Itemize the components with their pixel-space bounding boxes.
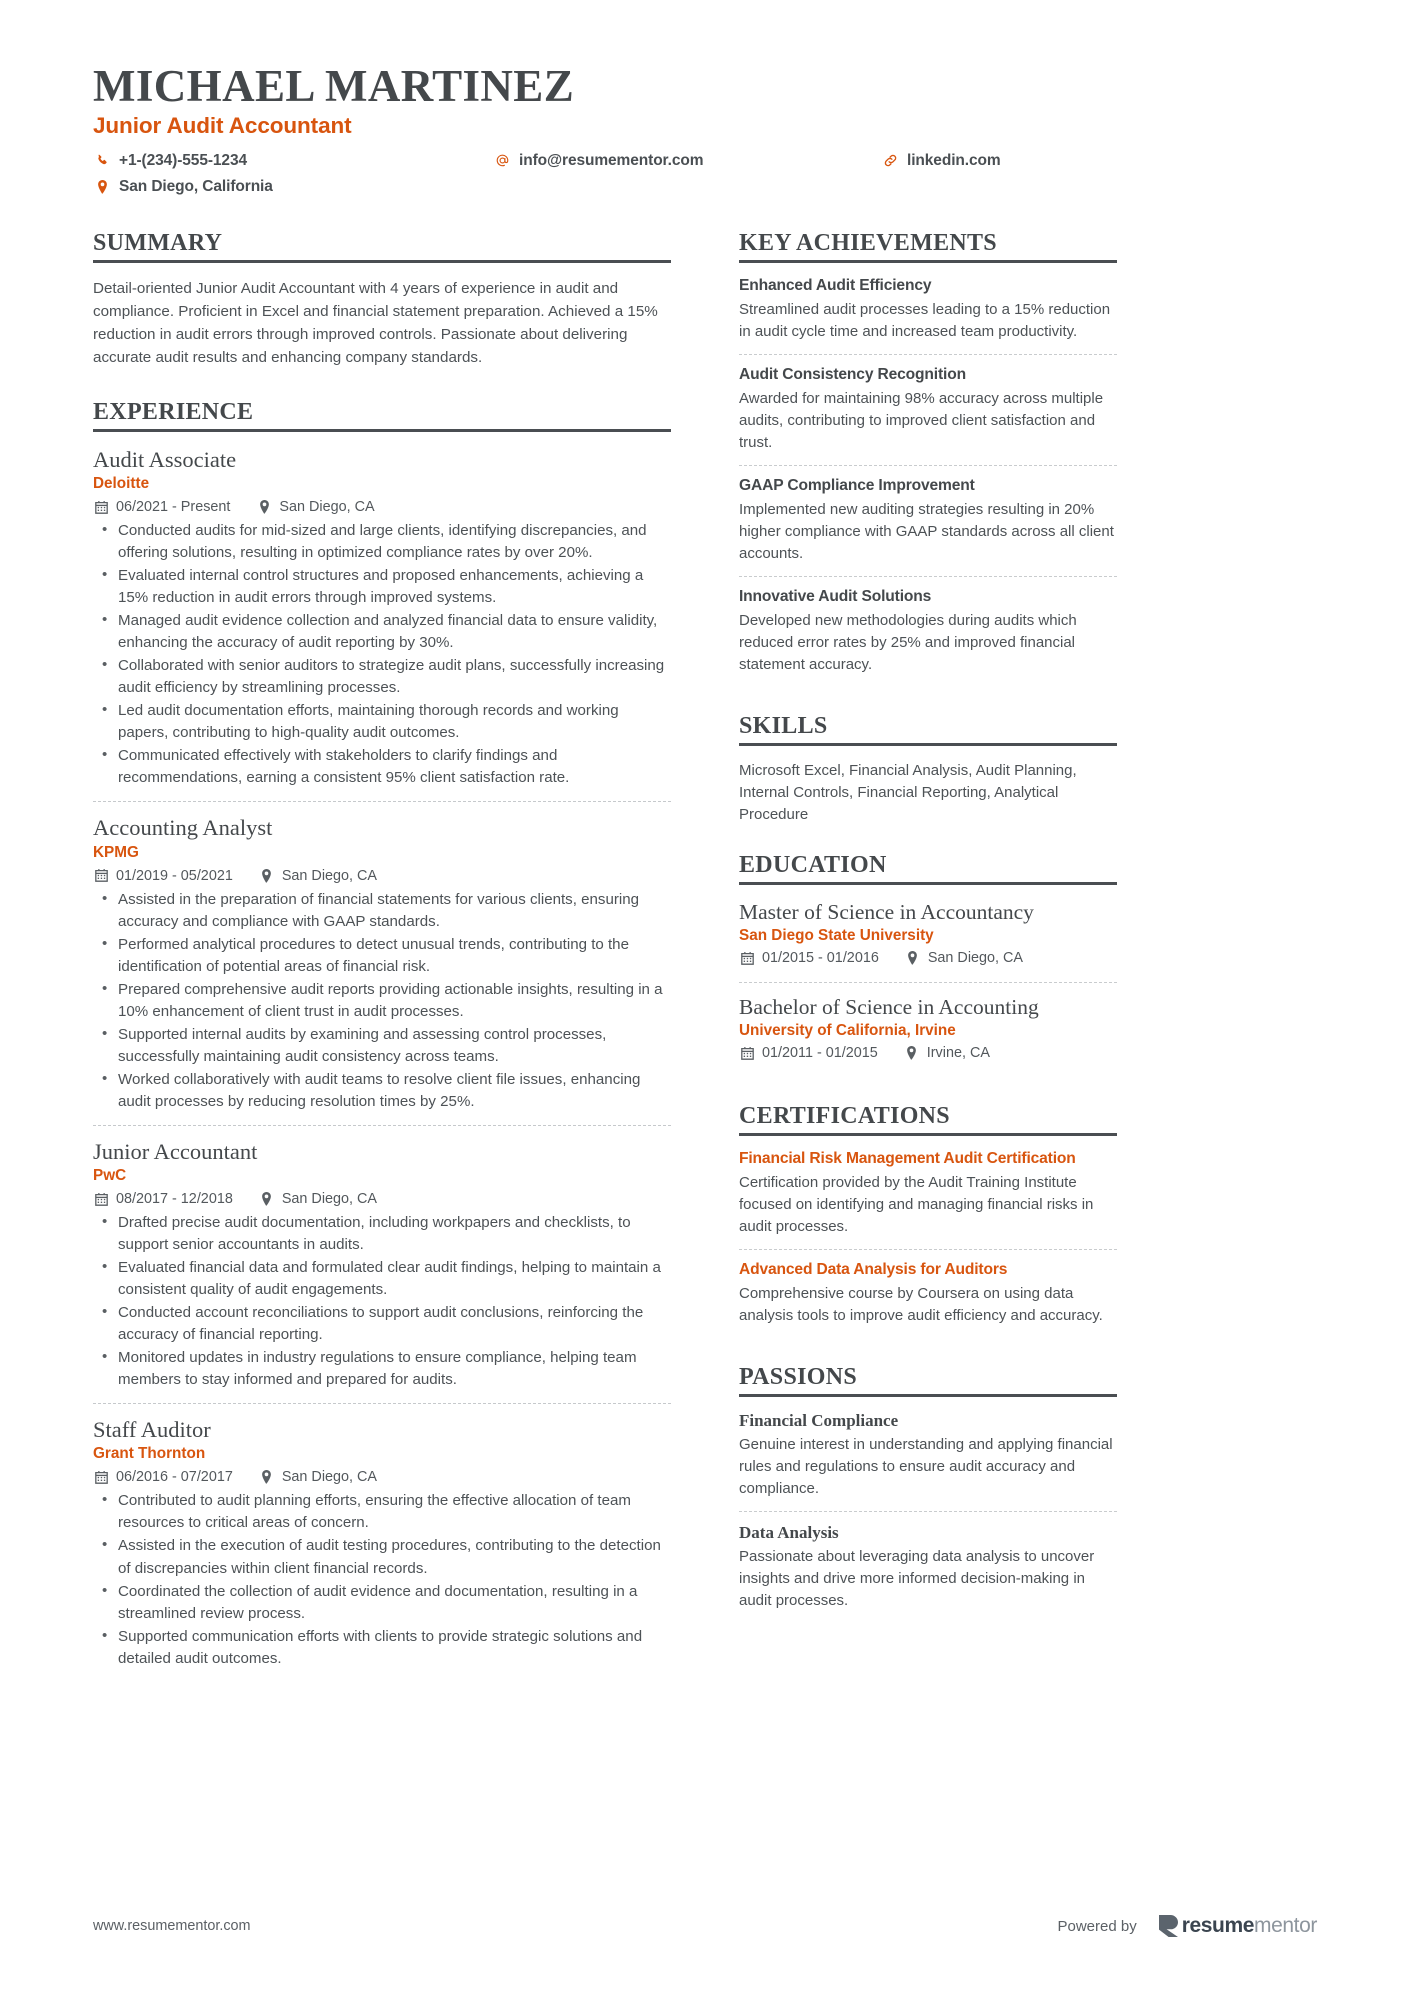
key-achievements-heading: KEY ACHIEVEMENTS: [739, 230, 1117, 263]
job-location: [259, 1469, 377, 1485]
job-location: [256, 499, 374, 515]
job-dates-text: 06/2021 - Present: [116, 499, 231, 516]
job-bullet: • Supported internal audits by examining and assessing control processes, successfully maintaining audit consistency across teams.: [93, 1024, 671, 1068]
experience-entry: [93, 801, 671, 1124]
experience-heading: EXPERIENCE: [93, 399, 671, 432]
job-bullets: [93, 1490, 671, 1669]
right-column: [739, 230, 1117, 1624]
location-pin-icon: [259, 1470, 275, 1485]
link-chain-icon: [881, 153, 900, 169]
job-bullet: • Conducted account reconciliations to support audit conclusions, reinforcing the accuracy of financial reporting.: [93, 1302, 671, 1346]
section-summary: [93, 230, 671, 369]
calendar-icon: [739, 1046, 755, 1061]
job-dates: [93, 1191, 233, 1207]
location-pin-icon: [905, 951, 921, 966]
achievement-title: Enhanced Audit Efficiency: [739, 276, 932, 294]
contact-email[interactable]: [493, 148, 881, 174]
job-bullet: • Led audit documentation efforts, maintaining thorough records and working papers, contributing to high-quality audit outcomes.: [93, 700, 671, 744]
resumementor-mark-icon: [1159, 1915, 1178, 1937]
certification-title: Advanced Data Analysis for Auditors: [739, 1261, 1008, 1279]
passion-text: Genuine interest in understanding and applying financial rules and regulations to ensure audit accuracy and compliance.: [739, 1436, 1113, 1498]
summary-heading: SUMMARY: [93, 230, 671, 263]
job-bullet: • Worked collaboratively with audit teams to resolve client file issues, enhancing audit processes by reducing resolution times by 25%.: [93, 1069, 671, 1113]
education-meta: [739, 950, 1117, 966]
certification-title: Financial Risk Management Audit Certification: [739, 1150, 1076, 1167]
passion-item: [739, 1411, 1117, 1511]
job-bullet: • Assisted in the execution of audit testing procedures, contributing to the detection of discrepancies within client financial records.: [93, 1535, 671, 1579]
education-dates-text: 01/2015 - 01/2016: [762, 950, 879, 967]
education-item: [739, 899, 1117, 982]
achievement-text: Streamlined audit processes leading to a 15% reduction in audit cycle time and increased team productivity.: [739, 300, 1111, 340]
brand-light-text: mentor: [1254, 1914, 1317, 1937]
job-company: KPMG: [93, 843, 139, 861]
passion-item: [739, 1511, 1117, 1623]
education-location-text: Irvine, CA: [926, 1045, 990, 1061]
education-school: San Diego State University: [739, 927, 934, 945]
achievement-item: [739, 576, 1117, 687]
job-bullet: • Coordinated the collection of audit evidence and documentation, resulting in a streamlined review process.: [93, 1581, 671, 1625]
achievement-title: Innovative Audit Solutions: [739, 587, 932, 605]
experience-entry: [93, 446, 671, 802]
location-pin-icon: [904, 1046, 920, 1061]
achievement-text: Implemented new auditing strategies resulting in 20% higher compliance with GAAP standards across all client accounts.: [739, 500, 1114, 562]
passions-heading: PASSIONS: [739, 1364, 1117, 1397]
job-location: [259, 868, 377, 884]
section-certifications: [739, 1103, 1117, 1338]
left-column: [93, 230, 671, 1682]
job-location: [259, 1191, 377, 1207]
achievement-item: [739, 277, 1117, 354]
contact-info: [93, 148, 1317, 200]
job-meta: [93, 499, 671, 515]
job-bullet: • Evaluated financial data and formulated clear audit findings, helping to maintain a consistent quality of audit engagements.: [93, 1257, 671, 1301]
section-skills: [739, 713, 1117, 826]
section-experience: [93, 399, 671, 1682]
job-dates-text: 08/2017 - 12/2018: [116, 1191, 233, 1208]
calendar-icon: [93, 1192, 109, 1207]
job-company: Deloitte: [93, 475, 150, 493]
calendar-icon: [93, 868, 109, 883]
contact-phone[interactable]: [93, 148, 493, 174]
location-pin-icon: [256, 500, 272, 515]
job-dates: [93, 868, 233, 884]
job-bullet: • Monitored updates in industry regulations to ensure compliance, helping team members to stay informed and prepared for audits.: [93, 1347, 671, 1391]
education-dates: [739, 950, 879, 966]
certification-text: Certification provided by the Audit Training Institute focused on identifying and managing financial risks in audit processes.: [739, 1174, 1094, 1236]
education-heading: EDUCATION: [739, 852, 1117, 885]
job-bullet: • Contributed to audit planning efforts, ensuring the effective allocation of team resources to critical areas of concern.: [93, 1490, 671, 1534]
footer-url[interactable]: www.resumementor.com: [93, 1918, 251, 1934]
contact-email-text: info@resumementor.com: [519, 151, 704, 169]
skills-heading: SKILLS: [739, 713, 1117, 746]
at-email-icon: [493, 153, 512, 169]
location-pin-icon: [93, 179, 112, 195]
job-dates: [93, 1469, 233, 1485]
job-role: Staff Auditor: [93, 1417, 211, 1443]
achievement-item: [739, 465, 1117, 576]
job-bullets: [93, 520, 671, 789]
resumementor-logo: [1159, 1914, 1317, 1938]
contact-location: [93, 174, 493, 200]
job-role: Junior Accountant: [93, 1138, 258, 1164]
job-bullet: • Performed analytical procedures to detect unusual trends, contributing to the identification of potential areas of financial risk.: [93, 934, 671, 978]
job-dates: [93, 499, 230, 515]
job-bullet: • Drafted precise audit documentation, including workpapers and checklists, to support senior accountants in audits.: [93, 1212, 671, 1256]
education-dates: [739, 1045, 878, 1061]
job-meta: [93, 1469, 671, 1485]
calendar-icon: [93, 500, 109, 515]
location-pin-icon: [259, 1192, 275, 1207]
summary-text: Detail-oriented Junior Audit Accountant with 4 years of experience in audit and compliance. Proficient in Excel and financial statement preparation. Achieved a 15% reduction in audit errors through improved controls. Passionate about delivering accurate audit results and enhancing company standards.: [93, 279, 658, 366]
certification-item: [739, 1150, 1117, 1249]
achievement-title: Audit Consistency Recognition: [739, 365, 966, 383]
contact-location-text: San Diego, California: [119, 177, 273, 195]
job-location-text: San Diego, CA: [281, 867, 378, 884]
certification-item: [739, 1249, 1117, 1338]
achievement-text: Awarded for maintaining 98% accuracy across multiple audits, contributing to improved client satisfaction and trust.: [739, 389, 1104, 451]
education-location-text: San Diego, CA: [927, 950, 1024, 967]
achievement-item: [739, 354, 1117, 465]
job-location-text: San Diego, CA: [281, 1469, 378, 1486]
passion-title: Financial Compliance: [739, 1411, 899, 1431]
certifications-heading: CERTIFICATIONS: [739, 1103, 1117, 1136]
resume-body: [93, 230, 1317, 1682]
footer-branding: [1058, 1914, 1318, 1938]
brand-bold-text: resume: [1181, 1914, 1255, 1937]
job-location-text: San Diego, CA: [279, 499, 375, 516]
job-dates-text: 06/2016 - 07/2017: [116, 1469, 233, 1486]
job-bullet: • Assisted in the preparation of financial statements for various clients, ensuring accuracy and compliance with GAAP standards.: [93, 889, 671, 933]
achievement-text: Developed new methodologies during audits which reduced error rates by 25% and improved financial statement accuracy.: [739, 611, 1077, 674]
section-passions: [739, 1364, 1117, 1623]
passion-title: Data Analysis: [739, 1523, 839, 1543]
candidate-job-title: Junior Audit Accountant: [93, 112, 352, 138]
job-role: Audit Associate: [93, 446, 237, 472]
job-bullet: • Prepared comprehensive audit reports providing actionable insights, resulting in a 10% enhancement of client trust in audit processes.: [93, 979, 671, 1023]
experience-entry: [93, 1125, 671, 1403]
job-bullet: • Managed audit evidence collection and analyzed financial data to ensure validity, enhancing the accuracy of audit reporting by 30%.: [93, 610, 671, 654]
education-meta: [739, 1045, 1117, 1061]
job-role: Accounting Analyst: [93, 815, 273, 841]
education-location: [904, 1045, 990, 1061]
job-dates-text: 01/2019 - 05/2021: [116, 867, 233, 884]
section-education: [739, 852, 1117, 1077]
education-item: [739, 982, 1117, 1077]
certification-text: Comprehensive course by Coursera on using data analysis tools to improve audit efficiency and accuracy.: [739, 1285, 1103, 1325]
page-footer: [93, 1914, 1317, 1938]
skills-text: Microsoft Excel, Financial Analysis, Audit Planning, Internal Controls, Financial Reporting, Analytical Procedure: [739, 762, 1077, 824]
calendar-icon: [739, 951, 755, 966]
education-location: [905, 950, 1023, 966]
passion-text: Passionate about leveraging data analysis to uncover insights and drive more informed decision-making in audit processes.: [739, 1548, 1095, 1610]
achievement-title: GAAP Compliance Improvement: [739, 476, 975, 494]
phone-icon: [93, 153, 112, 169]
job-bullets: [93, 889, 671, 1113]
contact-phone-text: +1-(234)-555-1234: [119, 151, 247, 169]
job-meta: [93, 868, 671, 884]
contact-link[interactable]: [881, 148, 1181, 174]
job-bullet: • Communicated effectively with stakeholders to clarify findings and recommendations, earning a consistent 95% client satisfaction rate.: [93, 745, 671, 789]
job-bullet: • Conducted audits for mid-sized and large clients, identifying discrepancies, and offering solutions, resulting in optimized compliance rates by over 20%.: [93, 520, 671, 564]
education-school: University of California, Irvine: [739, 1022, 956, 1039]
contact-link-text: linkedin.com: [907, 151, 1001, 169]
education-degree: Bachelor of Science in Accounting: [739, 995, 1039, 1020]
job-bullets: [93, 1212, 671, 1391]
job-meta: [93, 1191, 671, 1207]
education-degree: Master of Science in Accountancy: [739, 900, 1034, 925]
job-company: PwC: [93, 1167, 127, 1185]
resume-header: [93, 62, 1317, 200]
powered-by-label: Powered by: [1057, 1917, 1137, 1935]
job-location-text: San Diego, CA: [281, 1191, 378, 1208]
location-pin-icon: [259, 868, 275, 883]
education-dates-text: 01/2011 - 01/2015: [762, 1045, 878, 1061]
section-key-achievements: [739, 230, 1117, 688]
job-bullet: • Evaluated internal control structures and proposed enhancements, achieving a 15% reduction in audit errors through improved systems.: [93, 565, 671, 609]
calendar-icon: [93, 1470, 109, 1485]
job-bullet: • Supported communication efforts with clients to provide strategic solutions and detailed audit outcomes.: [93, 1626, 671, 1670]
candidate-name: MICHAEL MARTINEZ: [93, 61, 575, 111]
job-company: Grant Thornton: [93, 1445, 206, 1463]
job-bullet: • Collaborated with senior auditors to strategize audit plans, successfully increasing audit efficiency by streamlining processes.: [93, 655, 671, 699]
experience-entry: [93, 1403, 671, 1681]
